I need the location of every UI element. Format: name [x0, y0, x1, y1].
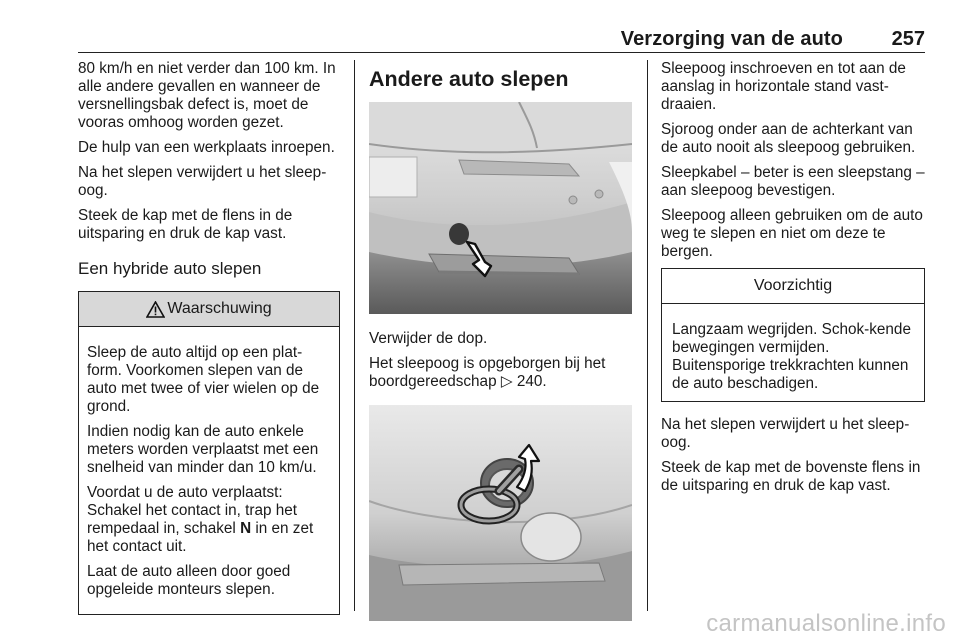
hybrid-heading: Een hybride auto slepen: [78, 259, 262, 278]
towing-eye-figure: [369, 405, 632, 621]
warning-text: in en zet het contact uit.: [87, 520, 314, 555]
paragraph: Sleepoog alleen gebruiken om de auto weg te slepen en niet om deze te bergen.: [661, 207, 923, 260]
rear-bumper-figure: [369, 102, 632, 314]
bumper-cap-illustration: [369, 102, 632, 314]
paragraph: De hulp van een werkplaats inroepen.: [78, 139, 335, 156]
paragraph: 80 km/h en niet verder dan 100 km. In alle andere gevallen en wanneer de versnellingsbak defect is, moet de vooras omhoog worden gezet.: [78, 60, 336, 131]
caution-header: [662, 269, 924, 304]
caution-title: Voorzichtig: [753, 277, 833, 294]
paragraph: Sleepkabel – beter is een sleepstang – aan sleepoog bevestigen.: [661, 164, 925, 199]
column-left: [78, 60, 340, 615]
caution-body: [662, 304, 924, 401]
warning-header: [79, 292, 339, 327]
page-header: [78, 22, 925, 53]
page-number: 257: [891, 28, 925, 50]
figure-caption: Verwijder de dop.: [369, 330, 488, 347]
caution-box: [661, 268, 925, 402]
warning-triangle-icon: [146, 301, 165, 318]
column-middle: [369, 60, 634, 621]
towing-eye-illustration: [369, 405, 632, 621]
paragraph: Sleepoog inschroeven en tot aan de aanslag in horizontale stand vast‐draaien.: [661, 60, 906, 113]
watermark: carmanualsonline.info: [706, 610, 946, 637]
warning-body: [79, 327, 339, 614]
paragraph: Sjoroog onder aan de achterkant van de auto nooit als sleepoog gebruiken.: [661, 121, 916, 156]
section-heading: Andere auto slepen: [369, 67, 569, 91]
warning-paragraph: Laat de auto alleen door goed opgeleide monteurs slepen.: [87, 563, 291, 598]
warning-text: Voordat u de auto verplaatst: Schakel het contact in, trap het rempedaal in, schakel: [87, 484, 298, 537]
caution-text: Langzaam wegrijden. Schok‐kende bewegingen vermijden. Buitensporige trekkrachten kunnen de auto beschadigen.: [672, 321, 911, 392]
warning-title: Waarschuwing: [167, 300, 272, 317]
page-reference: 240.: [516, 373, 547, 390]
column-divider: [647, 60, 648, 611]
warning-paragraph: Indien nodig kan de auto enkele meters worden verplaatst met een snelheid van minder dan 10 km/u.: [87, 423, 319, 476]
figure-caption: [369, 355, 634, 391]
column-right: [661, 60, 925, 502]
warning-box: [78, 291, 340, 615]
column-divider: [354, 60, 355, 611]
section-title: Verzorging van de auto: [620, 28, 843, 50]
page-reference-icon: ▷: [500, 373, 513, 390]
gear-neutral-label: N: [240, 520, 252, 537]
warning-paragraph: Sleep de auto altijd op een plat‐form. Voorkomen slepen van de auto met twee of vier wielen op de grond.: [87, 344, 320, 415]
caption-text: Het sleepoog is opgeborgen bij het boordgereedschap: [369, 355, 606, 390]
paragraph: Steek de kap met de flens in de uitsparing en druk de kap vast.: [78, 207, 293, 242]
paragraph: Steek de kap met de bovenste flens in de uitsparing en druk de kap vast.: [661, 459, 921, 494]
warning-paragraph: [87, 484, 331, 556]
paragraph: Na het slepen verwijdert u het sleep‐oog.: [661, 416, 910, 451]
paragraph: Na het slepen verwijdert u het sleep‐oog.: [78, 164, 327, 199]
